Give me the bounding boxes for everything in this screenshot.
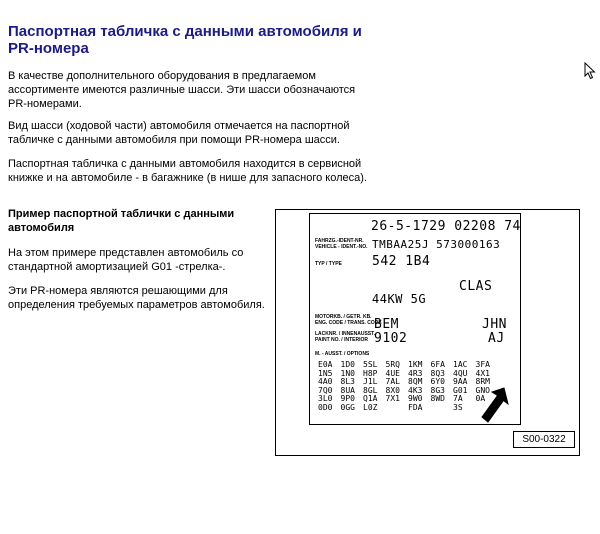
option-code: 3S [453,402,463,412]
option-code: E0A [318,360,333,369]
option-code: L0Z [363,402,378,412]
option-code: 9W0 [408,394,423,404]
option-code: 8X0 [385,385,400,395]
option-code: 9P0 [340,394,355,404]
example-heading: Пример паспортной таблички с данными автомобиля [8,208,235,234]
option-code: 8QM [408,377,423,387]
option-code: 1N5 [318,368,333,378]
option-code: 0GG [340,402,355,412]
option-code-g01-highlighted: G01 [453,385,468,395]
plate-label-typ: TYP / TYPE [315,261,342,267]
option-code: 1KM [408,360,423,369]
option-code: 7AL [385,377,400,387]
option-code: 7Q0 [318,385,333,395]
plate-top-number: 26-5-1729 02208 74 [371,219,521,234]
option-code: 0D0 [318,402,333,412]
option-code: 3L0 [318,394,333,404]
option-code: 4R3 [408,368,423,378]
option-code: 8UA [340,385,355,395]
plate-label-motor: MOTORKB. / GETR. KB. ENG. CODE / TRANS. CODE [315,314,382,326]
plate-engine-power: 44KW 5G [372,292,427,306]
option-code: 8Q3 [430,368,445,378]
option-code: 4A0 [318,377,333,387]
chassis-paragraph: Вид шасси (ходовой части) автомобиля отмечается на паспортной табличке с данными автомобиля при помощи PR-номера шасси. [8,120,350,146]
figure-reference-code: S00-0322 [513,431,575,448]
plate-model: CLAS [459,279,493,294]
option-code: 1N0 [340,368,355,378]
option-code: 8GL [363,385,378,395]
plate-trans-code: JHN [482,317,507,332]
option-code: 4X1 [475,368,490,378]
option-code: FDA [408,402,423,412]
option-code: 4UE [385,368,400,378]
plate-typ: 542 1B4 [372,254,431,269]
option-code: 1AC [453,360,468,369]
option-code: 6FA [430,360,445,369]
option-code: 7X1 [385,394,400,404]
plate-label-ident: FAHRZG.-IDENT-NR. VEHICLE - IDENT.-NO. [315,238,368,250]
option-code: 8G3 [430,385,445,395]
option-code: J1L [363,377,378,387]
location-paragraph: Паспортная табличка с данными автомобиля находится в сервисной книжке и на автомобиле - в багажнике (в нише для запасного колеса). [8,158,367,184]
arrow-pointer-icon [475,385,514,428]
option-code: 7A [453,394,463,404]
option-code: 1D0 [340,360,355,369]
option-code: 8L3 [340,377,355,387]
option-code: 3FA [475,360,490,369]
option-code: 9AA [453,377,468,387]
option-code: 8RM [475,377,490,387]
option-code: 6Y0 [430,377,445,387]
option-code [431,404,454,413]
option-code: 4K3 [408,385,423,395]
option-code: 0A [475,394,486,404]
option-code: H8P [363,368,378,378]
plate-label-options: M. - AUSST. / OPTIONS [315,351,370,357]
plate-label-lack: LACKNR. / INNENAUSST. PAINT NO. / INTERIOR [315,331,376,343]
options-row [318,404,498,413]
mouse-cursor-icon [584,62,596,80]
plate-engine-code: BEM [374,317,399,332]
plate-interior: AJ [488,331,505,346]
pr-numbers-paragraph: Эти PR-номера являются решающими для определения требуемых параметров автомобиля. [8,285,265,311]
option-code [386,404,409,413]
plate-vin: TMBAA25J 573000163 [372,238,501,251]
plate-paint-no: 9102 [374,331,408,346]
option-code: 8WD [430,394,445,404]
option-code: 5SL [363,360,378,369]
option-code: 5RQ [385,360,400,369]
intro-paragraph: В качестве дополнительного оборудования в предлагаемом ассортименте имеются различные шасси. Эти шасси обозначаются PR-номерами. [8,70,356,110]
option-code: 4QU [453,368,468,378]
plate-options-grid [318,361,498,413]
page-title: Паспортная табличка с данными автомобиля и PR-номера [8,23,362,57]
option-code: Q1A [363,394,378,404]
option-code: GNO [475,385,490,395]
example-paragraph: На этом примере представлен автомобиль со стандартной амортизацией G01 -стрелка-. [8,247,244,273]
